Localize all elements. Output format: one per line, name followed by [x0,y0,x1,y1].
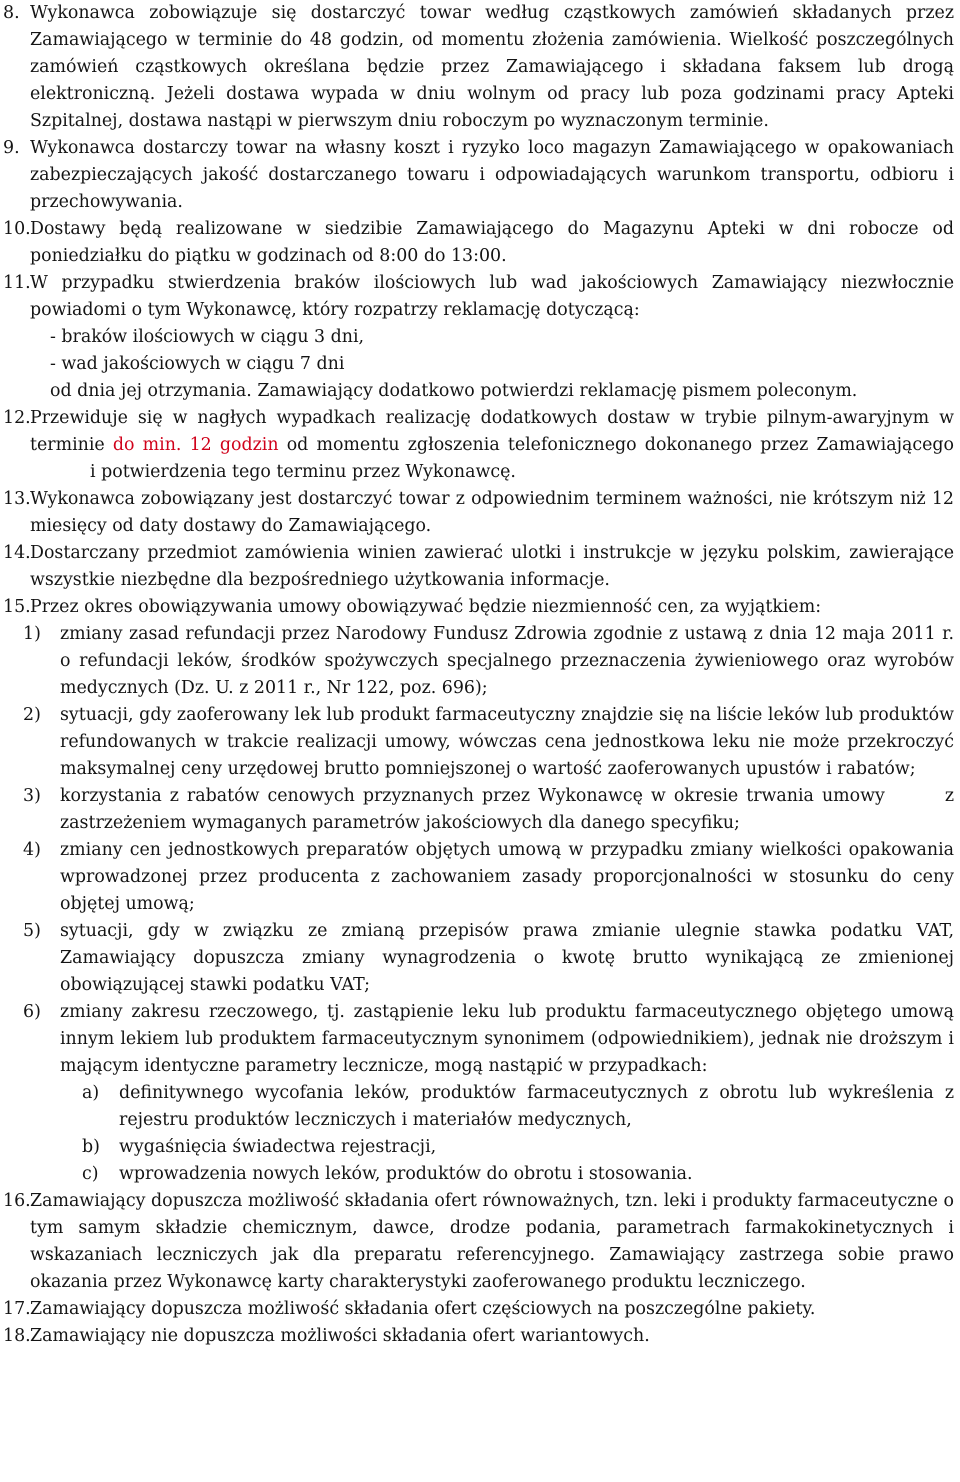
case-item [3,1161,954,1188]
clause-17 [3,1296,954,1323]
case-item [3,1134,954,1161]
exception-number: 3) [23,786,41,806]
clause-18 [3,1323,954,1350]
clause-8 [3,0,954,135]
exception-item [3,783,954,837]
clause-number: 13. [3,489,31,509]
clause-text-part: i potwierdzenia tego terminu przez Wykonawcę. [90,462,516,482]
clause-tail-text: od dnia jej otrzymania. Zamawiający dodatkowo potwierdzi reklamację pismem poleconym. [50,381,858,401]
exception-text: sytuacji, gdy w związku ze zmianą przepisów prawa zmianie ulegnie stawka podatku VAT, Zamawiający dopuszcza zmiany wynagrodzenia o kwotę brutto wynikającą ze zmienionej obowiązującej stawki podatku VAT; [60,921,954,995]
exception-item [3,621,954,702]
clause-text-part: Przewiduje się w nagłych wypadkach realizację dodatkowych dostaw w trybie pilnym-awaryjnym w terminie [30,408,954,455]
exception-number: 4) [23,840,41,860]
exception-number: 1) [23,624,41,644]
clause-text: Wykonawca dostarczy towar na własny koszt i ryzyko loco magazyn Zamawiającego w opakowaniach zabezpieczających jakość dostarczanego towaru i odpowiadających warunkom transportu, odbioru i przechowywania. [30,138,954,212]
complaint-term-quantity: - braków ilościowych w ciągu 3 dni, [50,327,365,347]
clause-text-part: od momentu zgłoszenia telefonicznego dokonanego przez Zamawiającego [278,435,954,455]
clause-number: 10. [3,219,31,239]
case-text: definitywnego wycofania leków, produktów farmaceutycznych z obrotu lub wykreślenia z rejestru produktów leczniczych i materiałów medycznych, [119,1083,954,1130]
clause-text: Dostawy będą realizowane w siedzibie Zamawiającego do Magazynu Apteki w dni robocze od poniedziałku do piątku w godzinach od 8:00 do 13:00. [30,219,954,266]
clause-9 [3,135,954,216]
exception-item [3,999,954,1080]
exception-text-part: z zastrzeżeniem wymaganych parametrów jakościowych dla danego specyfiku; [60,786,954,833]
clause-number: 14. [3,543,31,563]
exception-text: zmiany zakresu rzeczowego, tj. zastąpienie leku lub produktu farmaceutycznego objętego umową innym lekiem lub produktem farmaceutycznym synonimem (odpowiednikiem), jednak nie droższym i mającym identyczne parametry lecznicze, mogą nastąpić w przypadkach: [60,1002,954,1076]
clause-text: Dostarczany przedmiot zamówienia winien zawierać ulotki i instrukcje w języku polskim, zawierające wszystkie niezbędne dla bezpośredniego użytkowania informacje. [30,543,954,590]
clause-number: 12. [3,408,31,428]
exception-item [3,837,954,918]
exception-item [3,702,954,783]
clause-text: Przez okres obowiązywania umowy obowiązywać będzie niezmienność cen, za wyjątkiem: [30,597,822,617]
clause-text: W przypadku stwierdzenia braków ilościowych lub wad jakościowych Zamawiający niezwłocznie powiadomi o tym Wykonawcę, który rozpatrzy reklamację dotyczącą: [30,273,954,320]
clause-text [30,405,954,486]
clause-text: Wykonawca zobowiązuje się dostarczyć towar według cząstkowych zamówień składanych przez Zamawiającego w terminie do 48 godzin, od momentu złożenia zamówienia. Wielkość poszczególnych zamówień cząstkowych określana będzie przez Zamawiającego i składana faksem lub drogą elektroniczną. Jeżeli dostawa wypada w dniu wolnym od pracy lub poza godzinami pracy Apteki Szpitalnej, dostawa nastąpi w pierwszym dniu roboczym po wyznaczonym terminie. [30,3,954,131]
highlighted-term: do min. [112,435,182,455]
clause-number: 16. [3,1191,31,1211]
case-text: wprowadzenia nowych leków, produktów do obrotu i stosowania. [119,1164,693,1184]
clause-11 [3,270,954,405]
clause-14 [3,540,954,594]
clause-16 [3,1188,954,1296]
clause-15 [3,594,954,1188]
exception-text [60,783,954,837]
clause-text: Zamawiający nie dopuszcza możliwości składania ofert wariantowych. [30,1326,650,1346]
exception-number: 5) [23,921,41,941]
case-letter: c) [82,1164,99,1184]
clause-12 [3,405,954,486]
clause-number: 18. [3,1326,31,1346]
exception-text: sytuacji, gdy zaoferowany lek lub produkt farmaceutyczny znajdzie się na liście leków lub produktów refundowanych w trakcie realizacji umowy, wówczas cena jednostkowa leku nie może przekroczyć maksymalnej ceny urzędowej brutto pomniejszonej o wartość zaoferowanych upustów i rabatów; [60,705,954,779]
clause-number: 17. [3,1299,31,1319]
case-letter: b) [82,1137,100,1157]
clause-number: 8. [3,3,20,23]
complaint-term-quality: - wad jakościowych w ciągu 7 dni [50,354,345,374]
clause-number: 11. [3,273,31,293]
exception-text: zmiany zasad refundacji przez Narodowy Fundusz Zdrowia zgodnie z ustawą z dnia 12 maja 2011 r. o refundacji leków, środków spożywczych specjalnego przeznaczenia żywieniowego oraz wyrobów medycznych (Dz. U. z 2011 r., Nr 122, poz. 696); [60,624,954,698]
clause-text: Zamawiający dopuszcza możliwość składania ofert równoważnych, tzn. leki i produkty farmaceutyczne o tym samym składzie chemicznym, dawce, drodze podania, parametrach farmakokinetycznych i wskazaniach leczniczych jak dla preparatu referencyjnego. Zamawiający zastrzega sobie prawo okazania przez Wykonawcę karty charakterystyki zaoferowanego produktu leczniczego. [30,1191,954,1292]
exception-item [3,918,954,999]
clause-text: Wykonawca zobowiązany jest dostarczyć towar z odpowiednim terminem ważności, nie krótszym niż 12 miesięcy od daty dostawy do Zamawiającego. [30,489,954,536]
exception-text: zmiany cen jednostkowych preparatów objętych umową w przypadku zmiany wielkości opakowania wprowadzonej przez producenta z zachowaniem zasady proporcjonalności w stosunku do ceny objętej umową; [60,840,954,914]
clause-text: Zamawiający dopuszcza możliwość składania ofert częściowych na poszczególne pakiety. [30,1299,816,1319]
exception-number: 2) [23,705,41,725]
clause-10 [3,216,954,270]
clause-13 [3,486,954,540]
exception-number: 6) [23,1002,41,1022]
case-item [3,1080,954,1134]
exception-text-part: korzystania z rabatów cenowych przyznanych przez Wykonawcę w okresie trwania umowy [60,786,885,806]
highlighted-hours: 12 godzin [189,435,279,455]
clause-number: 9. [3,138,20,158]
case-letter: a) [82,1083,100,1103]
clause-number: 15. [3,597,31,617]
case-text: wygaśnięcia świadectwa rejestracji, [119,1137,437,1157]
